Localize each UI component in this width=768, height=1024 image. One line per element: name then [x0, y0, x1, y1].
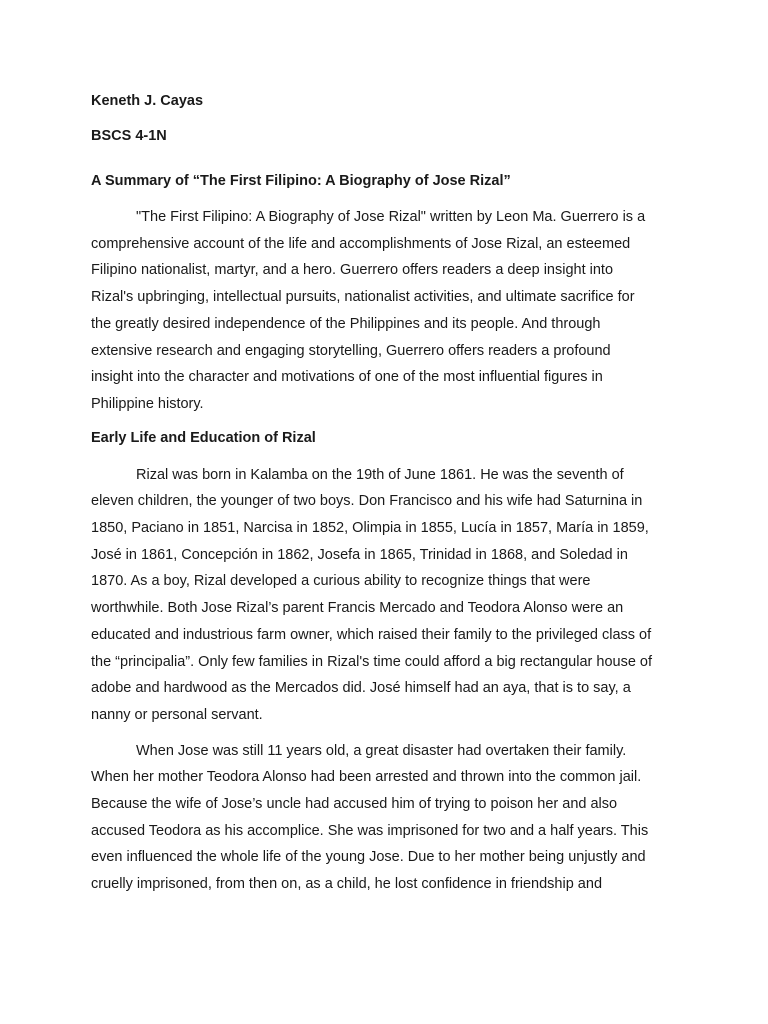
document-title: A Summary of “The First Filipino: A Biography of Jose Rizal” [91, 173, 511, 189]
paragraph-line: "The First Filipino: A Biography of Jose Rizal" written by Leon Ma. Guerrero is a [136, 209, 646, 225]
paragraph-line: the “principalia”. Only few families in Rizal's time could afford a big rectangular house of [91, 653, 653, 670]
intro-paragraph [91, 204, 678, 418]
early-life-paragraph [91, 462, 678, 729]
paragraph-line: accused Teodora as his accomplice. She was imprisoned for two and a half years. This [91, 822, 649, 839]
section-heading: Early Life and Education of Rizal [91, 429, 316, 446]
paragraph-line: cruelly imprisoned, from then on, as a child, he lost confidence in friendship and [91, 876, 603, 893]
course-section: BSCS 4-1N [91, 128, 167, 144]
author-name: Keneth J. Cayas [91, 93, 204, 109]
paragraph-line: Philippine history. [91, 395, 204, 412]
paragraph-line: When Jose was still 11 years old, a great disaster had overtaken their family. [136, 742, 627, 759]
paragraph-line: 1850, Paciano in 1851, Narcisa in 1852, Olimpia in 1855, Lucía in 1857, María in 1859, [91, 520, 649, 537]
paragraph-line: nanny or personal servant. [91, 706, 263, 723]
paragraph-line: extensive research and engaging storytelling, Guerrero offers readers a profound [91, 342, 611, 359]
paragraph-line: Rizal was born in Kalamba on the 19th of June 1861. He was the seventh of [136, 466, 624, 483]
paragraph-line: 1870. As a boy, Rizal developed a curious ability to recognize things that were [91, 573, 591, 590]
paragraph-line: insight into the character and motivations of one of the most influential figures in [91, 369, 603, 386]
paragraph-line: comprehensive account of the life and accomplishments of Jose Rizal, an esteemed [91, 235, 631, 252]
disaster-paragraph [91, 738, 678, 898]
paragraph-line: worthwhile. Both Jose Rizal’s parent Francis Mercado and Teodora Alonso were an [91, 600, 624, 617]
paragraph-line: José in 1861, Concepción in 1862, Josefa in 1865, Trinidad in 1868, and Soledad in [91, 546, 628, 563]
paragraph-line: adobe and hardwood as the Mercados did. José himself had an aya, that is to say, a [91, 680, 631, 697]
paragraph-line: Because the wife of Jose’s uncle had accused him of trying to poison her and also [91, 796, 618, 813]
paragraph-line: the greatly desired independence of the Philippines and its people. And through [91, 315, 601, 332]
paragraph-line: educated and industrious farm owner, which raised their family to the privileged class of [91, 626, 652, 643]
paragraph-line: even influenced the whole life of the young Jose. Due to her mother being unjustly and [91, 849, 646, 866]
paragraph-line: Rizal's upbringing, intellectual pursuits, nationalist activities, and ultimate sacrifice for [91, 289, 635, 306]
paragraph-line: When her mother Teodora Alonso had been arrested and thrown into the common jail. [91, 769, 642, 786]
paragraph-line: Filipino nationalist, martyr, and a hero. Guerrero offers readers a deep insight into [91, 262, 614, 279]
paragraph-line: eleven children, the younger of two boys. Don Francisco and his wife had Saturnina in [91, 493, 643, 510]
